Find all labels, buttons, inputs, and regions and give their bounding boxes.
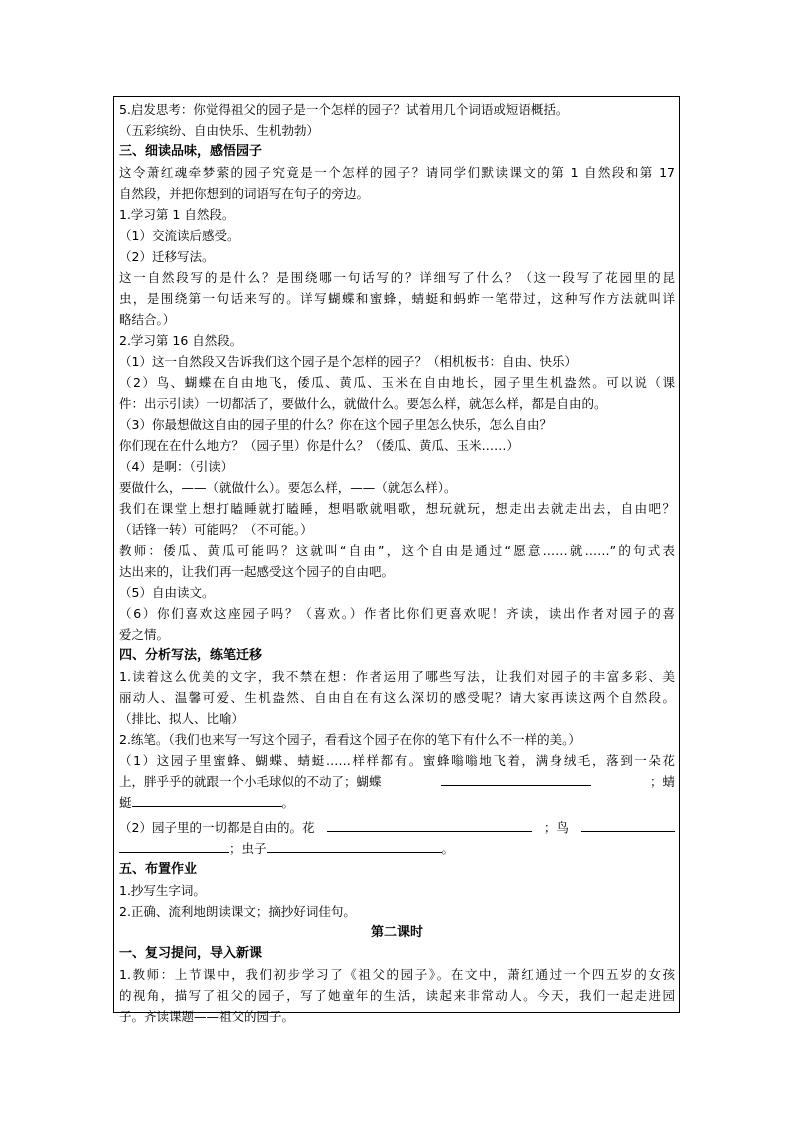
text-line: 爱之情。: [119, 627, 170, 642]
lesson-title: 第二课时: [370, 925, 423, 940]
text-line: 的视角，描写了祖父的园子，写了她童年的生活，读起来非常动人。今天，我们一起走进园: [119, 988, 675, 1003]
text-line: 要做什么，——（就做什么）。要怎么样，——（就怎么样）。: [119, 480, 457, 495]
text-line: （排比、拟人、比喻）: [119, 711, 245, 726]
fill-in-line: [119, 792, 675, 813]
bird-blank[interactable]: [581, 817, 675, 832]
text-segment: 上，胖乎乎的就跟一个小毛球似的不动了；蝴蝶: [119, 774, 382, 789]
text-line: （2）迁移写法。: [119, 249, 215, 264]
text-line: （3）你最想做这自由的园子里的什么？你在这个园子里怎么快乐，怎么自由？: [119, 417, 552, 432]
butterfly-blank[interactable]: [441, 771, 591, 786]
text-line: 5.启发思考：你觉得祖父的园子是一个怎样的园子？试着用几个词语或短语概括。: [119, 102, 569, 117]
text-segment: ；蜻: [649, 774, 675, 789]
text-line: （1）交流读后感受。: [119, 228, 240, 243]
text-line: （1）这园子里蜜蜂、蝴蝶、蜻蜓……样样都有。蜜蜂嗡嗡地飞着，满身绒毛，落到一朵花: [119, 753, 675, 768]
text-line: 1.抄写生字词。: [119, 883, 206, 898]
text-line: （1）这一自然段又告诉我们这个园子是个怎样的园子？（相机板书：自由、快乐）: [119, 354, 577, 369]
text-line: 子。齐读课题——祖父的园子。: [119, 1009, 295, 1024]
text-line: 2.学习第 16 自然段。: [119, 333, 243, 348]
fill-in-line: [119, 838, 675, 859]
text-line: （话锋一转）可能吗？（不可能。）: [119, 522, 313, 537]
text-line: 丽动人、温馨可爱、生机盎然、自由自在有这么深切的感受呢？请大家再读这两个自然段。: [119, 690, 675, 705]
text-line: 达出来的，让我们再一起感受这个园子的自由吧。: [119, 564, 395, 579]
text-line: （五彩缤纷、自由快乐、生机勃勃）: [119, 123, 320, 138]
text-segment: ；鸟: [543, 820, 569, 835]
text-segment: 蜓: [119, 795, 132, 810]
section-heading: 五、布置作业: [119, 862, 198, 877]
insect-blank[interactable]: [267, 838, 442, 853]
text-segment: ；虫子: [229, 841, 267, 856]
fill-in-line: [119, 817, 675, 838]
text-line: 略结合。）: [119, 312, 176, 327]
text-line: 2.正确、流利地朗读课文；摘抄好词佳句。: [119, 904, 356, 919]
text-line: 这令萧红魂牵梦萦的园子究竟是一个怎样的园子？请同学们默读课文的第 1 自然段和第 17: [119, 165, 675, 180]
flower-blank[interactable]: [327, 817, 532, 832]
lesson-plan-text: [119, 99, 675, 1027]
text-line: 1.学习第 1 自然段。: [119, 207, 235, 222]
text-line: 1.教师：上节课中，我们初步学习了《祖父的园子》。在文中，萧红通过一个四五岁的女孩: [119, 967, 675, 982]
text-line: 1.读着这么优美的文字，我不禁在想：作者运用了哪些写法，让我们对园子的丰富多彩、美: [119, 669, 675, 684]
text-line: 虫，是围绕第一句话来写的。详写蝴蝶和蜜蜂，蜻蜓和蚂蚱一笔带过，这种写作方法就叫详: [119, 291, 675, 306]
text-line: 教师：倭瓜、黄瓜可能吗？这就叫“自由”，这个自由是通过“愿意……就……”的句式表: [119, 543, 675, 558]
section-heading: 四、分析写法，练笔迁移: [119, 648, 263, 663]
text-line: 这一自然段写的是什么？是围绕哪一句话写的？详细写了什么？（这一段写了花园里的昆: [119, 270, 675, 285]
dragonfly-blank[interactable]: [132, 792, 282, 807]
text-line: 2.练笔。（我们也来写一写这个园子，看看这个园子在你的笔下有什么不一样的美。）: [119, 732, 581, 747]
section-heading: 三、细读品味，感悟园子: [119, 144, 263, 159]
text-segment: 。: [441, 841, 455, 856]
fill-in-line: [119, 771, 675, 792]
text-line: （5）自由读文。: [119, 585, 215, 600]
text-segment: （2）园子里的一切都是自由的。花: [119, 820, 315, 835]
text-line: 我们在课堂上想打瞌睡就打瞌睡，想唱歌就唱歌，想玩就玩，想走出去就走出去，自由吧？: [119, 501, 675, 516]
text-line: 你们现在在什么地方？（园子里）你是什么？（倭瓜、黄瓜、玉米……）: [119, 438, 520, 453]
bird-blank-continued[interactable]: [119, 838, 229, 853]
text-line: （4）是啊：（引读）: [119, 459, 234, 474]
text-line: （2）鸟、蝴蝶在自由地飞，倭瓜、黄瓜、玉米在自由地长，园子里生机盎然。可以说（课: [119, 375, 675, 390]
text-line: 自然段，并把你想到的词语写在句子的旁边。: [119, 186, 370, 201]
section-heading: 一、复习提问，导入新课: [119, 946, 263, 961]
text-line: 件：出示引读）一切都活了，要做什么，就做什么。要怎么样，就怎么样，都是自由的。: [119, 396, 607, 411]
text-line: （6）你们喜欢这座园子吗？（喜欢。）作者比你们更喜欢呢！齐读，读出作者对园子的喜: [119, 606, 675, 621]
text-segment: 。: [281, 795, 295, 810]
